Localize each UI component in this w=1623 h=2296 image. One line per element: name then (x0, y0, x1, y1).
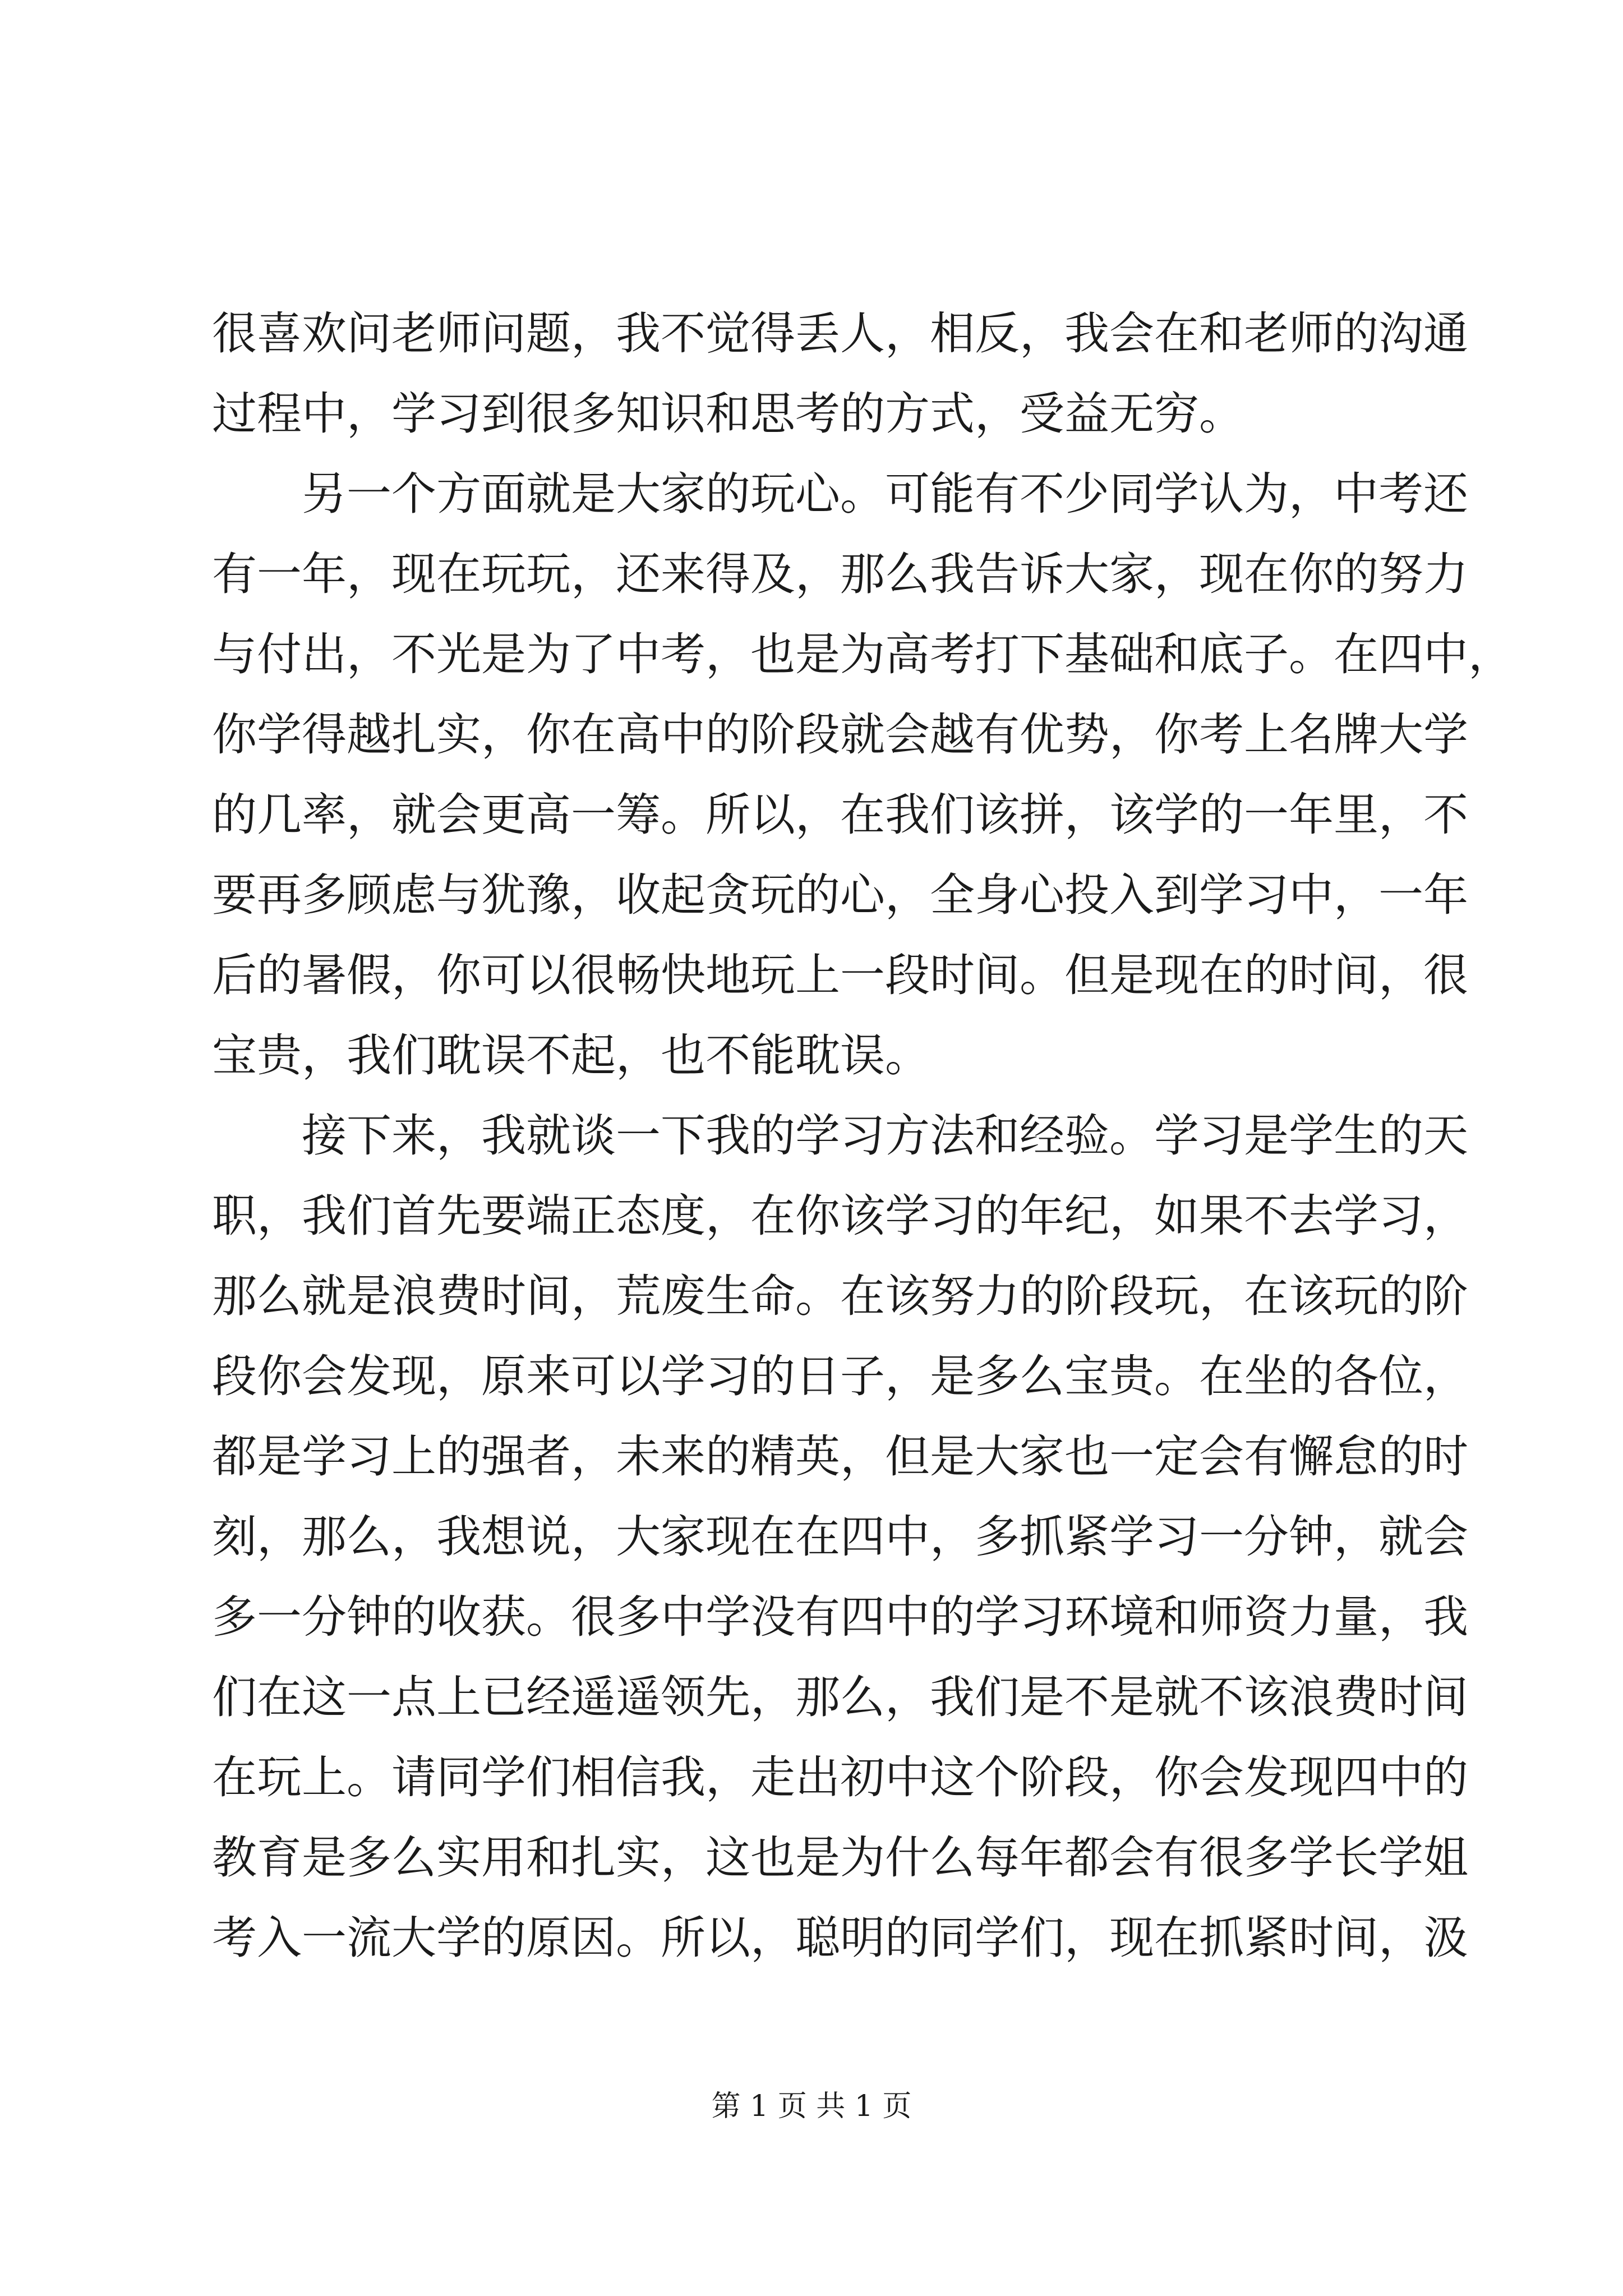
text-line: 都是学习上的强者，未来的精英，但是大家也一定会有懈怠的时 (212, 1430, 1468, 1483)
text-line: 后的暑假，你可以很畅快地玩上一段时间。但是现在的时间，很 (212, 949, 1468, 1001)
text-line: 考入一流大学的原因。所以，聪明的同学们，现在抓紧时间，汲 (212, 1912, 1468, 1964)
text-line: 多一分钟的收获。很多中学没有四中的学习环境和师资力量，我 (212, 1591, 1468, 1643)
text-line: 要再多顾虑与犹豫，收起贪玩的心，全身心投入到学习中，一年 (212, 869, 1468, 921)
text-line: 在玩上。请同学们相信我，走出初中这个阶段，你会发现四中的 (212, 1751, 1468, 1803)
text-line: 过程中，学习到很多知识和思考的方式，受益无穷。 (212, 388, 1244, 440)
text-line: 有一年，现在玩玩，还来得及，那么我告诉大家，现在你的努力 (212, 548, 1468, 600)
text-line: 那么就是浪费时间，荒废生命。在该努力的阶段玩，在该玩的阶 (212, 1270, 1468, 1322)
text-line: 另一个方面就是大家的玩心。可能有不少同学认为，中考还 (302, 468, 1468, 520)
text-line: 刻，那么，我想说，大家现在在四中，多抓紧学习一分钟，就会 (212, 1511, 1468, 1563)
text-line: 你学得越扎实，你在高中的阶段就会越有优势，你考上名牌大学 (212, 708, 1468, 761)
text-line: 们在这一点上已经遥遥领先，那么，我们是不是就不该浪费时间 (212, 1671, 1468, 1723)
text-line: 与付出，不光是为了中考，也是为高考打下基础和底子。在四中， (212, 628, 1513, 680)
text-line: 教育是多么实用和扎实，这也是为什么每年都会有很多学长学姐 (212, 1832, 1468, 1884)
text-line: 的几率，就会更高一筹。所以，在我们该拼，该学的一年里，不 (212, 789, 1468, 841)
text-line: 职，我们首先要端正态度，在你该学习的年纪，如果不去学习， (212, 1190, 1468, 1242)
text-line: 段你会发现，原来可以学习的日子，是多么宝贵。在坐的各位， (212, 1350, 1468, 1402)
text-line: 很喜欢问老师问题，我不觉得丢人，相反，我会在和老师的沟通 (212, 307, 1468, 360)
text-line: 接下来，我就谈一下我的学习方法和经验。学习是学生的天 (302, 1110, 1468, 1162)
page-footer: 第 1 页 共 1 页 (711, 2090, 912, 2123)
text-line: 宝贵，我们耽误不起，也不能耽误。 (212, 1029, 930, 1082)
